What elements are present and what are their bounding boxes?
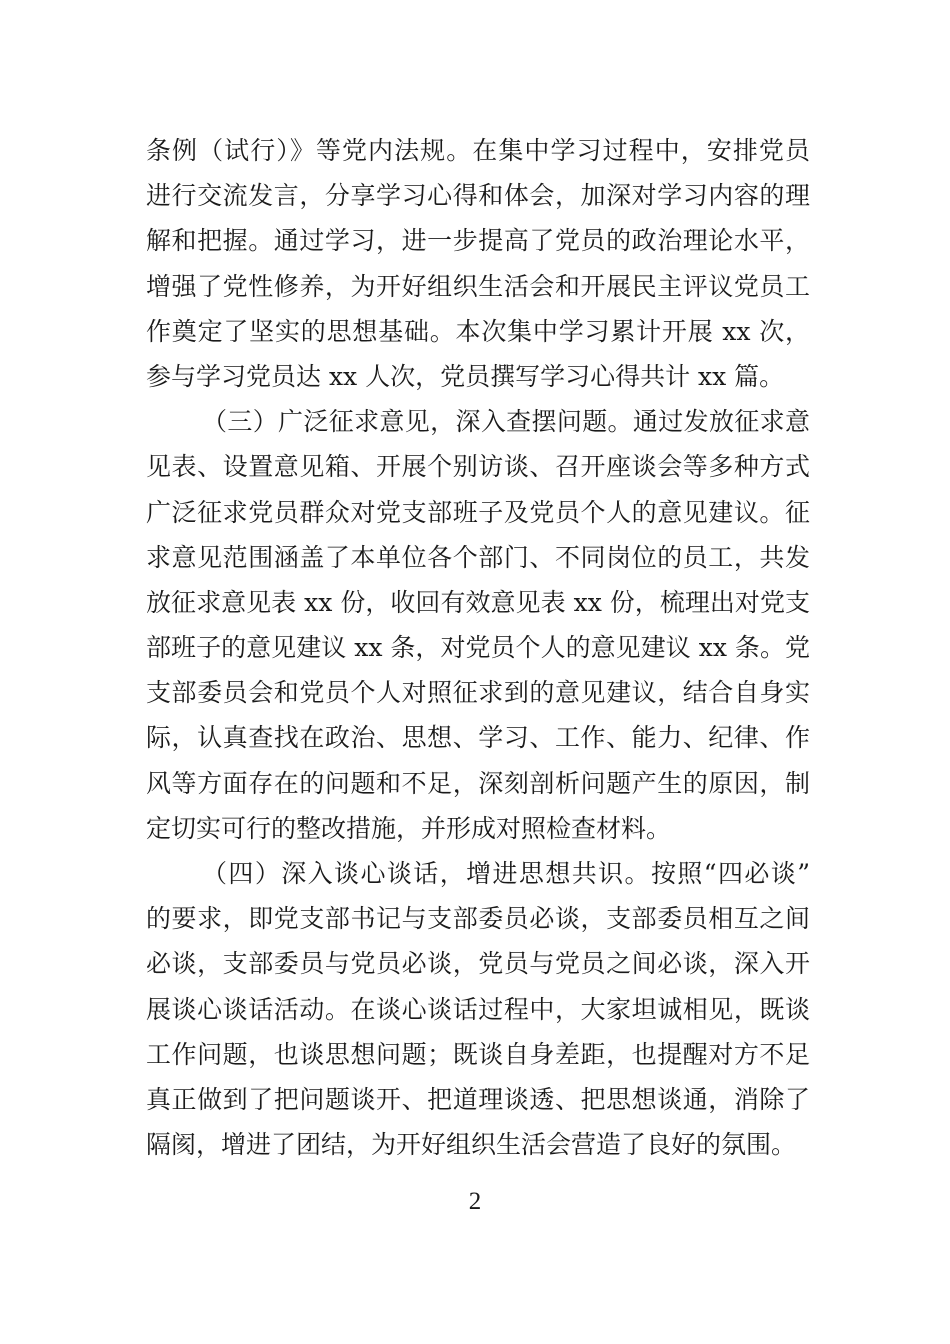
section-3-heading-line: （三）广泛征求意见，深入查摆问题。通过发放征求意 xyxy=(202,407,810,437)
text-line: 解和把握。通过学习，进一步提高了党员的政治理论水平， xyxy=(146,226,810,256)
text-line: 求意见范围涵盖了本单位各个部门、不同岗位的员工，共发 xyxy=(146,542,810,572)
text-line: 际，认真查找在政治、思想、学习、工作、能力、纪律、作 xyxy=(146,723,810,753)
text-line: 风等方面存在的问题和不足，深刻剖析问题产生的原因，制 xyxy=(146,768,810,798)
text-line: 必谈，支部委员与党员必谈，党员与党员之间必谈，深入开 xyxy=(146,949,810,979)
text-line: 见表、设置意见箱、开展个别访谈、召开座谈会等多种方式 xyxy=(146,452,810,482)
text-line: 放征求意见表 xx 份，收回有效意见表 xx 份，梳理出对党支 xyxy=(146,587,810,617)
text-line: 作奠定了坚实的思想基础。本次集中学习累计开展 xx 次， xyxy=(146,316,810,346)
text-line: 部班子的意见建议 xx 条，对党员个人的意见建议 xx 条。党 xyxy=(146,633,810,663)
text-line: 真正做到了把问题谈开、把道理谈透、把思想谈通，消除了 xyxy=(146,1084,810,1114)
text-line: 进行交流发言，分享学习心得和体会，加深对学习内容的理 xyxy=(146,181,810,211)
text-line: 条例（试行）》等党内法规。在集中学习过程中，安排党员 xyxy=(146,136,810,165)
text-line: 隔阂，增进了团结，为开好组织生活会营造了良好的氛围。 xyxy=(146,1130,797,1160)
page-number: 2 xyxy=(468,1188,482,1215)
text-line: 参与学习党员达 xx 人次，党员撰写学习心得共计 xx 篇。 xyxy=(146,361,785,391)
text-line: 工作问题，也谈思想问题；既谈自身差距，也提醒对方不足 xyxy=(146,1039,810,1069)
text-line: 支部委员会和党员个人对照征求到的意见建议，结合自身实 xyxy=(146,678,810,708)
body-text xyxy=(146,128,810,1167)
text-line: 定切实可行的整改措施，并形成对照检查材料。 xyxy=(146,813,672,843)
section-4-heading-line: （四）深入谈心谈话，增进思想共识。按照“四必谈” xyxy=(202,859,810,888)
text-line: 展谈心谈话活动。在谈心谈话过程中，大家坦诚相见，既谈 xyxy=(146,994,810,1024)
text-line: 增强了党性修养，为开好组织生活会和开展民主评议党员工 xyxy=(146,271,810,301)
text-line: 广泛征求党员群众对党支部班子及党员个人的意见建议。征 xyxy=(146,497,810,527)
text-line: 的要求，即党支部书记与支部委员必谈，支部委员相互之间 xyxy=(146,904,810,934)
